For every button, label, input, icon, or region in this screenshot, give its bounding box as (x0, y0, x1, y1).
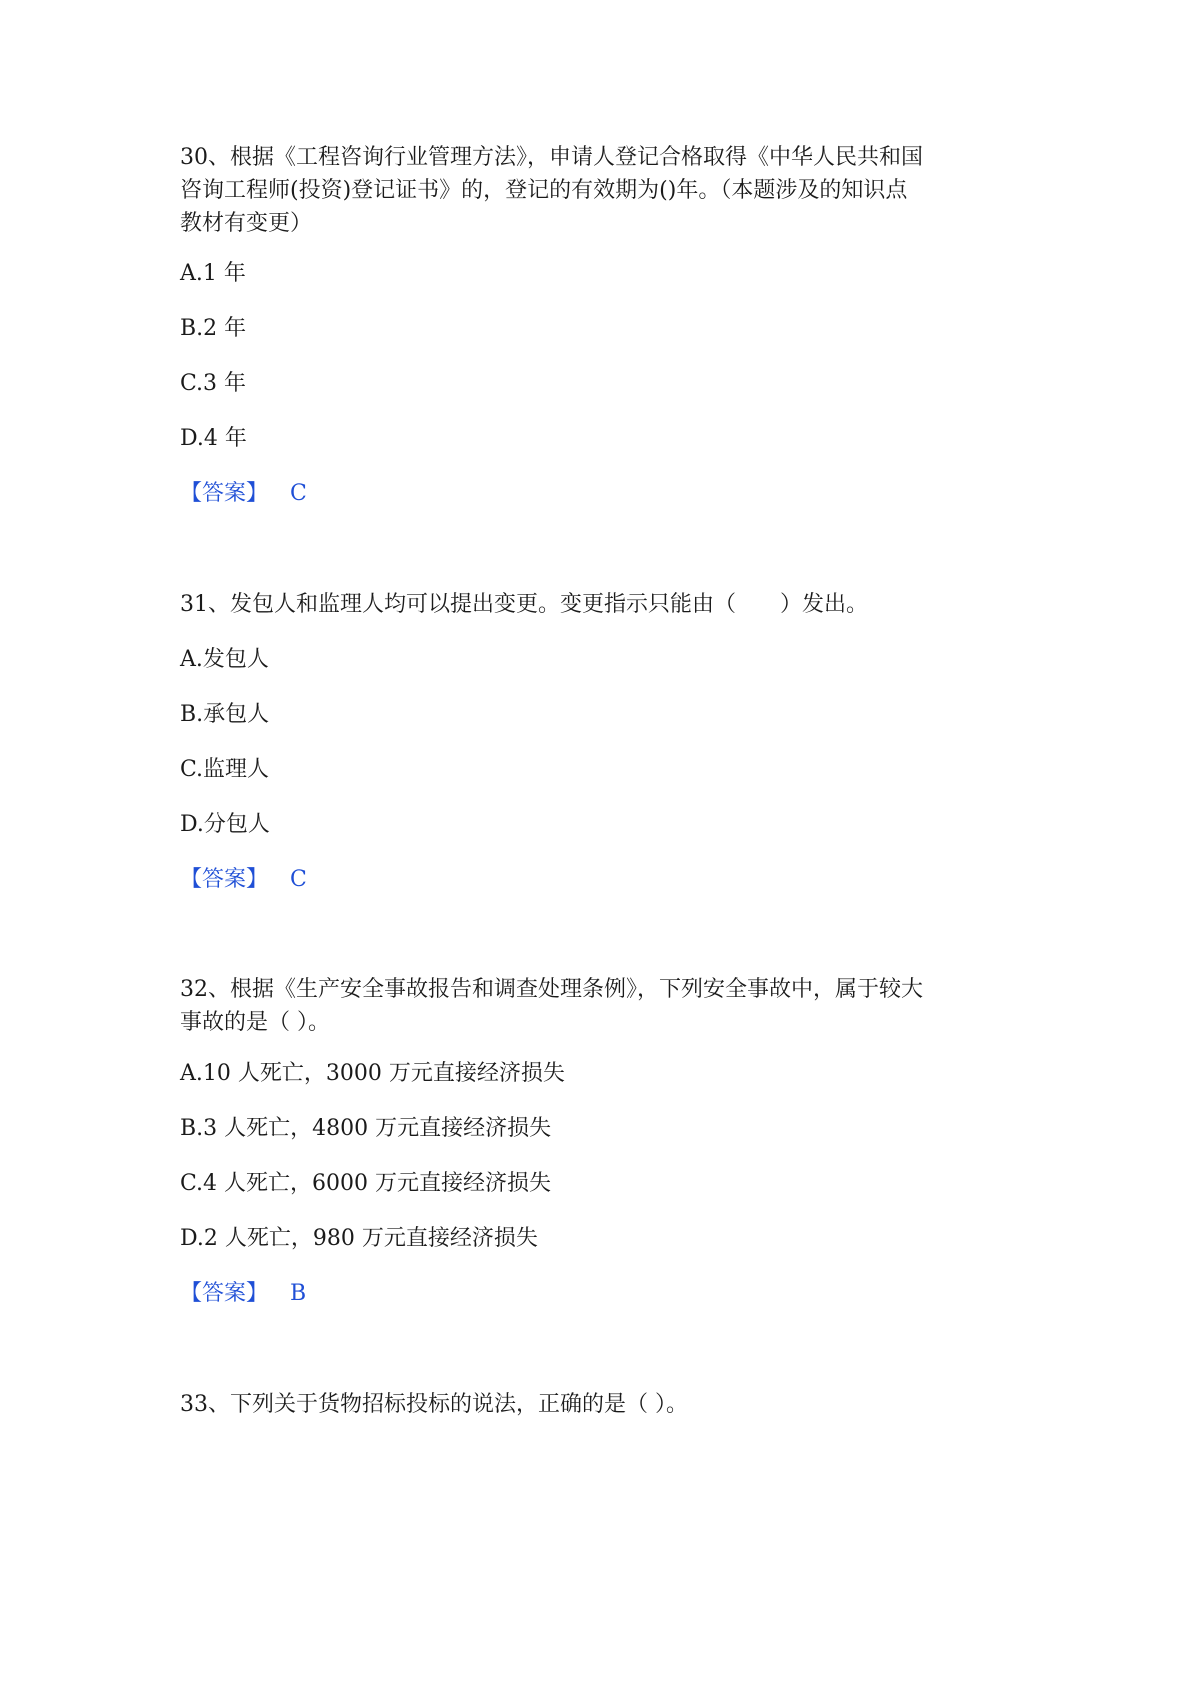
question-30-stem-line-3: 教材有变更） (180, 211, 313, 236)
question-32-stem-line-1: 32、根据《生产安全事故报告和调查处理条例》，下列安全事故中，属于较大 (180, 977, 923, 1002)
question-31-option-d: D.分包人 (180, 812, 270, 837)
question-31-stem-line-1: 31、发包人和监理人均可以提出变更。变更指示只能由（ ）发出。 (180, 592, 868, 617)
answer-value: C (290, 867, 307, 892)
question-33-stem-line-1: 33、下列关于货物招标投标的说法，正确的是（ ）。 (180, 1392, 688, 1417)
question-32-option-b: B.3 人死亡，4800 万元直接经济损失 (180, 1116, 552, 1141)
question-30-option-d: D.4 年 (180, 426, 247, 451)
question-31-answer (180, 863, 1010, 896)
question-31-option-a: A.发包人 (180, 647, 269, 672)
question-32-answer (180, 1277, 1010, 1310)
question-32-stem-line-2: 事故的是（ ）。 (180, 1010, 330, 1035)
answer-label: 【答案】 (180, 867, 269, 892)
answer-label: 【答案】 (180, 481, 269, 506)
question-32-option-c: C.4 人死亡，6000 万元直接经济损失 (180, 1171, 552, 1196)
question-30-stem-line-2: 咨询工程师(投资)登记证书》的，登记的有效期为()年。（本题涉及的知识点 (180, 178, 908, 203)
answer-label: 【答案】 (180, 1281, 269, 1306)
question-32-option-d: D.2 人死亡，980 万元直接经济损失 (180, 1226, 538, 1251)
question-31-option-c: C.监理人 (180, 757, 270, 782)
question-30-option-a: A.1 年 (180, 261, 246, 286)
question-30-stem-line-1: 30、根据《工程咨询行业管理方法》，申请人登记合格取得《中华人民共和国 (180, 145, 923, 170)
question-31-option-b: B.承包人 (180, 702, 270, 727)
question-30-option-c: C.3 年 (180, 371, 247, 396)
question-32-option-a: A.10 人死亡，3000 万元直接经济损失 (180, 1061, 565, 1086)
question-30-option-b: B.2 年 (180, 316, 247, 341)
question-30-answer (180, 477, 1010, 510)
answer-value: C (290, 481, 307, 506)
answer-value: B (290, 1281, 307, 1306)
